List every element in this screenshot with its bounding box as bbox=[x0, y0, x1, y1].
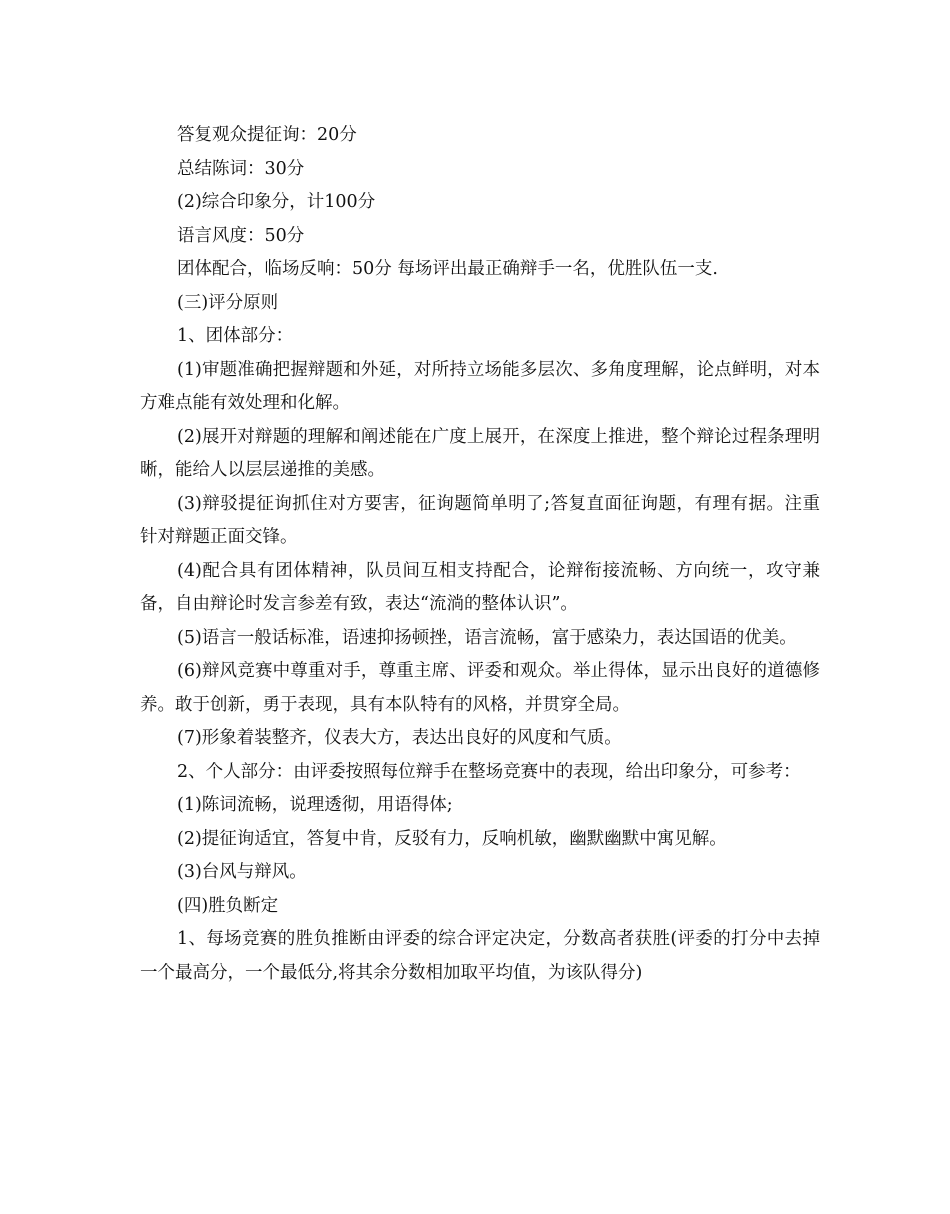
paragraph-individual-item-2: (2)提征询适宜，答复中肯，反驳有力，反响机敏，幽默幽默中寓见解。 bbox=[177, 828, 727, 849]
paragraph-team-item-4: (4)配合具有团体精神，队员间互相支持配合，论辩衔接流畅、方向统一，攻守兼备，自由辩论时发言参差有致，表达“流淌的整体认识”。 bbox=[140, 560, 820, 614]
section-heading-scoring-principles: (三)评分原则 bbox=[177, 292, 279, 313]
paragraph-closing-statement-score: 总结陈词：30分 bbox=[177, 158, 305, 179]
paragraph-individual-item-3: (3)台风与辩风。 bbox=[177, 862, 307, 882]
paragraph-language-style-score: 语言风度：50分 bbox=[177, 225, 305, 246]
paragraph-team-item-6: (6)辩风竞赛中尊重对手，尊重主席、评委和观众。举止得体，显示出良好的道德修养。敢于创新，勇于表现，具有本队特有的风格，并贯穿全局。 bbox=[140, 661, 820, 715]
paragraph-teamwork-score: 团体配合，临场反响：50分 每场评出最正确辩手一名，优胜队伍一支. bbox=[177, 259, 718, 279]
document-body bbox=[140, 119, 820, 990]
subheading-individual-part: 2、个人部分：由评委按照每位辩手在整场竞赛中的表现，给出印象分，可参考： bbox=[177, 761, 801, 782]
paragraph-answer-audience-score: 答复观众提征询：20分 bbox=[177, 125, 357, 145]
subheading-team-part: 1、团体部分： bbox=[177, 326, 294, 346]
paragraph-team-item-2: (2)展开对辩题的理解和阐述能在广度上展开，在深度上推进，整个辩论过程条理明晰，能给人以层层递推的美感。 bbox=[140, 426, 820, 480]
paragraph-overall-impression-score: (2)综合印象分，计100分 bbox=[177, 192, 376, 212]
paragraph-team-item-5: (5)语言一般话标准，语速抑扬顿挫，语言流畅，富于感染力，表达国语的优美。 bbox=[177, 627, 797, 648]
section-heading-outcome-determination: (四)胜负断定 bbox=[177, 895, 279, 916]
paragraph-outcome-item-1: 1、每场竞赛的胜负推断由评委的综合评定决定，分数高者获胜(评委的打分中去掉一个最高分，一个最低分,将其余分数相加取平均值，为该队得分) bbox=[140, 929, 820, 983]
paragraph-individual-item-1: (1)陈词流畅，说理透彻，用语得体; bbox=[177, 795, 453, 815]
paragraph-team-item-3: (3)辩驳提征询抓住对方要害，征询题简单明了;答复直面征询题，有理有据。注重针对辩题正面交锋。 bbox=[140, 493, 820, 547]
paragraph-team-item-7: (7)形象着装整齐，仪表大方，表达出良好的风度和气质。 bbox=[177, 728, 622, 748]
paragraph-team-item-1: (1)审题准确把握辩题和外延，对所持立场能多层次、多角度理解，论点鲜明，对本方难点能有效处理和化解。 bbox=[140, 359, 820, 413]
